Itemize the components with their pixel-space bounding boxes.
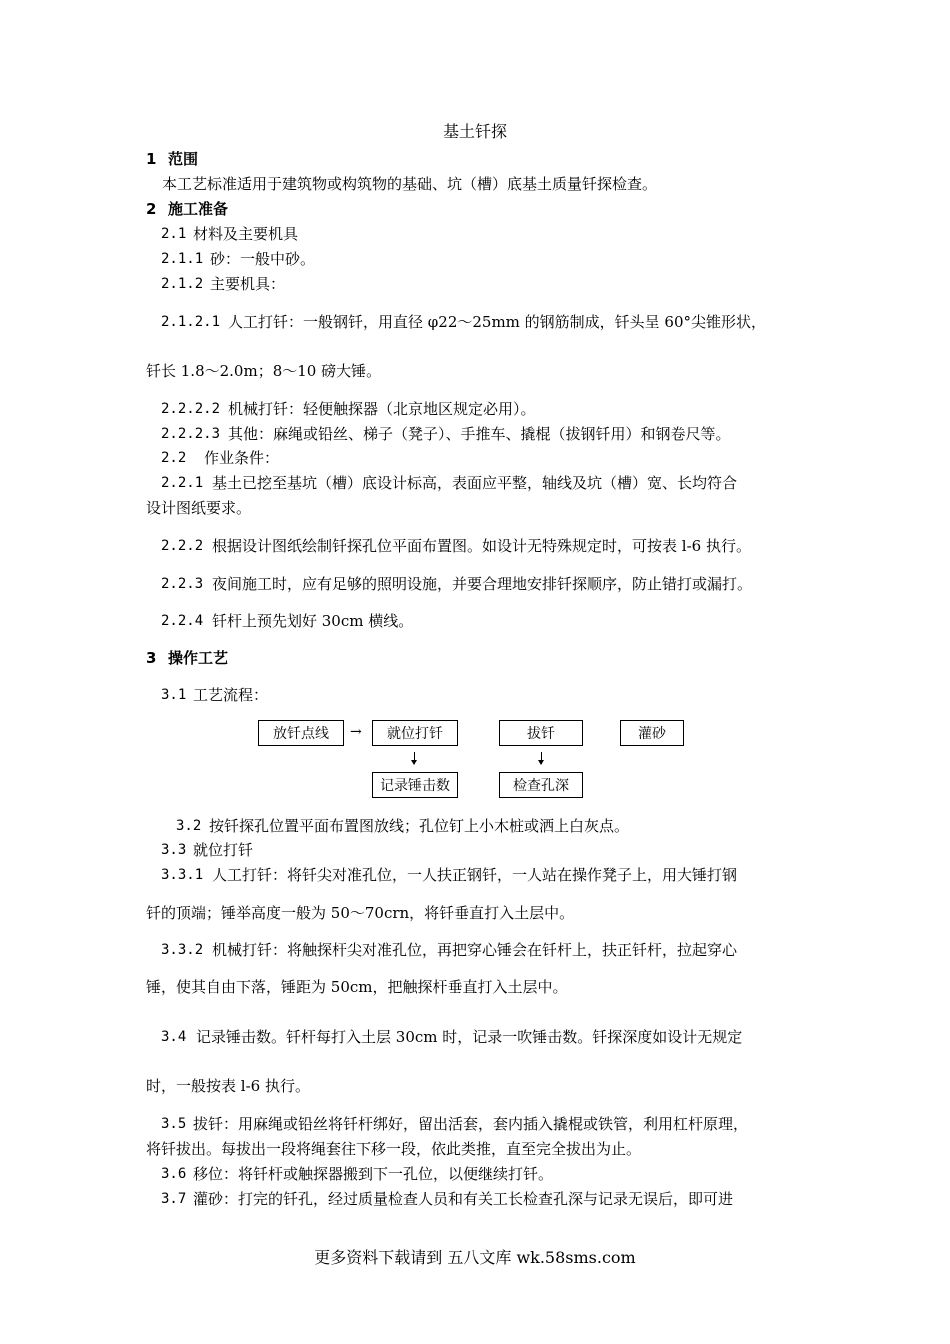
item-3-3-1-text: 人工打钎：将钎尖对准孔位，一人扶正钢钎，一人站在操作凳子上，用大锤打钢 (212, 866, 738, 884)
item-2-2-2-2-number: 2.2.2.2 (161, 401, 221, 417)
item-2-1-1-text: 砂：一般中砂。 (210, 250, 316, 268)
item-2-1-number: 2.1 (161, 226, 187, 242)
item-3-4-text: 记录锤击数。钎杆每打入土层 30cm 时，记录一吹锤击数。钎探深度如设计无规定 (196, 1028, 743, 1046)
section-1-heading: 范围 (168, 150, 199, 168)
item-2-2-2-text: 根据设计图纸绘制钎探孔位平面布置图。如设计无特殊规定时，可按表 l-6 执行。 (212, 537, 751, 555)
item-3-6-number: 3.6 (161, 1166, 187, 1182)
item-3-5-number: 3.5 (161, 1116, 187, 1132)
section-2-number: 2 (146, 200, 157, 218)
item-2-2-2-3-number: 2.2.2.3 (161, 426, 221, 442)
item-2-2-4-number: 2.2.4 (161, 613, 204, 629)
section-1-body: 本工艺标准适用于建筑物或构筑物的基础、坑（槽）底基土质量钎探检查。 (162, 175, 658, 193)
item-3-3-2-number: 3.3.2 (161, 942, 204, 958)
item-2-1-text: 材料及主要机具 (193, 225, 299, 243)
item-2-2-4-text: 钎杆上预先划好 30cm 横线。 (212, 612, 414, 630)
item-2-1-2-1-number: 2.1.2.1 (161, 314, 221, 330)
item-2-2-2-number: 2.2.2 (161, 538, 204, 554)
item-3-5-cont: 将钎拔出。每拔出一段将绳套往下移一段，依此类推，直至完全拔出为止。 (146, 1140, 642, 1158)
item-3-2-number: 3.2 (176, 818, 202, 834)
item-3-7-number: 3.7 (161, 1191, 187, 1207)
item-2-2-1-text: 基土已挖至基坑（槽）底设计标高，表面应平整，轴线及坑（槽）宽、长均符合 (212, 474, 738, 492)
flow-arrow-down-icon (541, 752, 542, 764)
item-3-7-text: 灌砂：打完的钎孔，经过质量检查人员和有关工长检查孔深与记录无误后，即可进 (193, 1190, 734, 1208)
item-3-3-1-number: 3.3.1 (161, 867, 204, 883)
section-3-heading: 操作工艺 (168, 649, 229, 667)
item-3-3-1-cont: 钎的顶端；锤举高度一般为 50～70crn，将钎垂直打入土层中。 (146, 904, 575, 922)
section-3-number: 3 (146, 649, 157, 667)
flow-box-pull-out: 拔钎 (499, 720, 583, 746)
item-3-4-number: 3.4 (161, 1029, 187, 1045)
item-3-3-text: 就位打钎 (193, 841, 254, 859)
item-2-1-2-number: 2.1.2 (161, 276, 204, 292)
item-2-2-3-text: 夜间施工时，应有足够的照明设施，并要合理地安排钎探顺序，防止错打或漏打。 (212, 575, 753, 593)
item-2-1-1-number: 2.1.1 (161, 251, 204, 267)
item-3-3-number: 3.3 (161, 842, 187, 858)
item-3-1-text: 工艺流程： (193, 686, 269, 704)
item-2-1-2-1-text: 人工打钎：一般钢钎，用直径 φ22～25mm 的钢筋制成，钎头呈 60°尖锥形状， (228, 313, 767, 331)
item-2-2-number: 2.2 (161, 450, 187, 466)
section-2-heading: 施工准备 (168, 200, 229, 218)
flow-arrow-right-icon: → (350, 724, 362, 740)
item-3-3-2-cont: 锤，使其自由下落，锤距为 50cm，把触探杆垂直打入土层中。 (146, 978, 568, 996)
item-2-2-1-number: 2.2.1 (161, 475, 204, 491)
item-3-1-number: 3.1 (161, 687, 187, 703)
flow-box-fill-sand: 灌砂 (620, 720, 684, 746)
item-2-1-2-1-cont: 钎长 1.8～2.0m；8～10 磅大锤。 (146, 362, 382, 380)
item-3-6-text: 移位：将钎杆或触探器搬到下一孔位，以便继续打钎。 (193, 1165, 554, 1183)
item-3-2-text: 按钎探孔位置平面布置图放线；孔位钉上小木桩或洒上白灰点。 (209, 817, 630, 835)
item-3-4-cont: 时，一般按表 l-6 执行。 (146, 1077, 310, 1095)
flow-box-record-blows: 记录锤击数 (372, 772, 458, 798)
page-title: 基土钎探 (443, 122, 508, 141)
footer-download-note: 更多资料下载请到 五八文库 wk.58sms.com (314, 1248, 636, 1267)
item-2-1-2-text: 主要机具： (210, 275, 286, 293)
section-1-number: 1 (146, 150, 157, 168)
item-2-2-text: 作业条件： (204, 449, 280, 467)
item-2-2-2-2-text: 机械打钎：轻便触探器（北京地区规定必用）。 (228, 400, 536, 418)
item-2-2-1-cont: 设计图纸要求。 (146, 499, 252, 517)
item-3-5-text: 拔钎：用麻绳或铅丝将钎杆绑好，留出活套，套内插入撬棍或铁管，利用杠杆原理， (193, 1115, 749, 1133)
item-2-2-2-3-text: 其他：麻绳或铅丝、梯子（凳子）、手推车、撬棍（拔钢钎用）和钢卷尺等。 (228, 425, 731, 443)
flow-box-check-depth: 检查孔深 (499, 772, 583, 798)
flow-box-position-drive: 就位打钎 (372, 720, 458, 746)
item-3-3-2-text: 机械打钎：将触探杆尖对准孔位，再把穿心锤会在钎杆上，扶正钎杆，拉起穿心 (212, 941, 738, 959)
item-2-2-3-number: 2.2.3 (161, 576, 204, 592)
flow-arrow-down-icon (414, 752, 415, 764)
flow-box-set-out: 放钎点线 (258, 720, 344, 746)
